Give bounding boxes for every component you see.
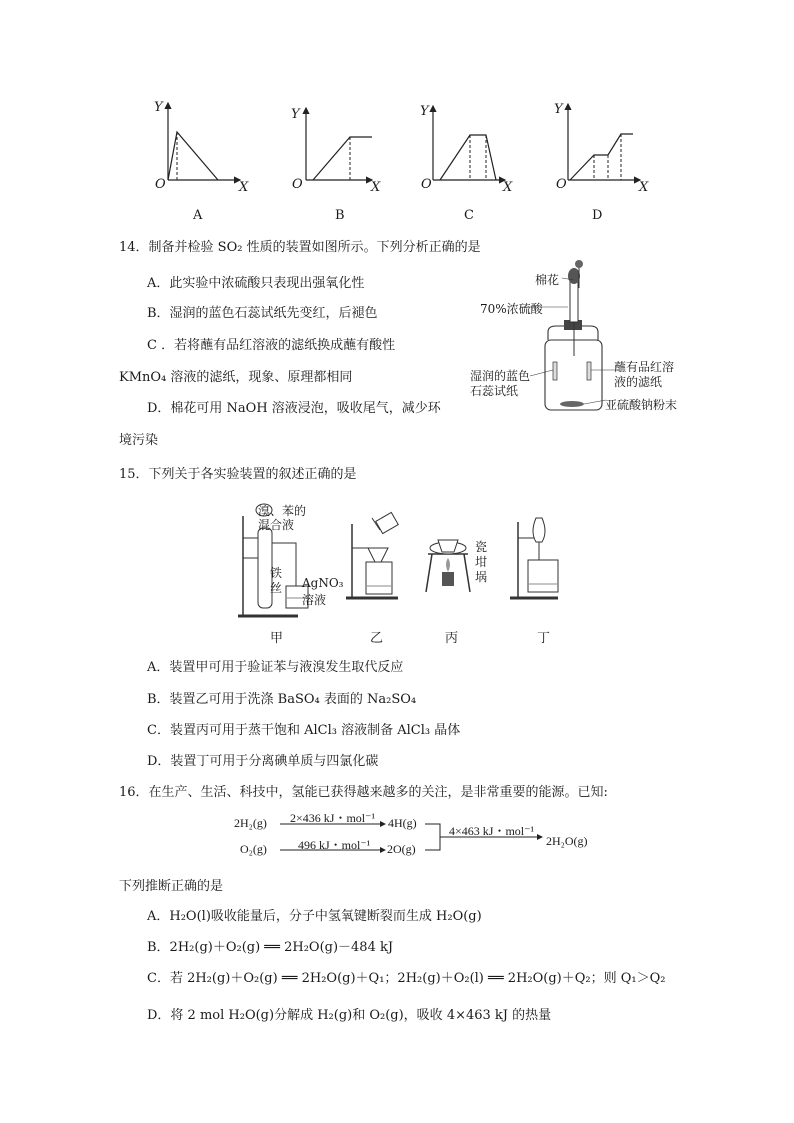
q15-option-c[interactable]: C．装置丙可用于蒸干饱和 AlCl₃ 溶液制备 AlCl₃ 晶体: [147, 723, 461, 738]
q14-label-powder: 亚硫酸钠粉末: [605, 398, 678, 412]
graph-b-caption: B: [335, 208, 345, 223]
graph-a-x-label: X: [239, 180, 249, 195]
graph-a-y-label: Y: [154, 100, 163, 115]
q16-reactant-h2: 2H₂(g): [234, 816, 267, 830]
q14-label-litmus-1: 湿润的蓝色: [470, 369, 531, 383]
graph-d-x-label: X: [639, 180, 649, 195]
q16-reactant-o2: O₂(g): [240, 842, 267, 856]
graphs-row: [0, 0, 794, 230]
q14-option-a[interactable]: A．此实验中浓硫酸只表现出强氧化性: [147, 276, 365, 291]
q14-label-filter-1: 蘸有品红溶: [614, 360, 675, 374]
q14-option-c-line2[interactable]: KMnO₄ 溶液的滤纸，现象、原理都相同: [119, 370, 353, 385]
q15-caption-ding: 丁: [537, 631, 551, 646]
q15-caption-jia: 甲: [270, 631, 284, 646]
graph-c-x-label: X: [503, 180, 513, 195]
q15-option-a[interactable]: A．装置甲可用于验证苯与液溴发生取代反应: [147, 660, 404, 675]
graph-c: [433, 106, 505, 180]
graph-a-caption: A: [193, 208, 203, 223]
q16-option-c[interactable]: C．若 2H₂(g)＋O₂(g) ══ 2H₂O(g)＋Q₁；2H₂(g)＋O₂(l) ══ 2H₂O(g)＋Q₂；则 Q₁＞Q₂: [147, 971, 666, 986]
graph-d: [568, 104, 640, 180]
q15-label-agno3: AgNO₃: [302, 576, 344, 590]
q15-stem: 15．下列关于各实验装置的叙述正确的是: [119, 467, 357, 482]
graph-a: [168, 103, 240, 180]
graph-d-origin: O: [556, 177, 567, 192]
q16-option-d[interactable]: D．将 2 mol H₂O(g)分解成 H₂(g)和 O₂(g)，吸收 4×463 kJ 的热量: [147, 1008, 552, 1023]
graph-b-y-label: Y: [291, 107, 300, 122]
q14-label-litmus-2: 石蕊试纸: [470, 384, 519, 398]
q15-option-b[interactable]: B．装置乙可用于洗涤 BaSO₄ 表面的 Na₂SO₄: [147, 692, 417, 707]
q15-label-solution: 溶液: [302, 593, 327, 607]
q14-option-c-line1[interactable]: C ．若将蘸有品红溶液的滤纸换成蘸有酸性: [147, 338, 396, 353]
q15-label-crucible-3: 埚: [475, 570, 488, 584]
q15-label-mix-1: 溴、苯的: [258, 504, 307, 518]
graph-d-caption: D: [592, 208, 603, 223]
q15-caption-bing: 丙: [445, 631, 459, 646]
graph-b-origin: O: [292, 177, 303, 192]
q15-label-crucible-1: 瓷: [475, 540, 488, 554]
q16-stem: 16．在生产、生活、科技中，氢能已获得越来越多的关注，是非常重要的能源。已知:: [119, 785, 608, 800]
q14-label-cotton: 棉花: [535, 273, 560, 287]
q15-label-iron-2: 丝: [270, 581, 283, 595]
q16-arrow2-label: 496 kJ・mol⁻¹: [298, 838, 371, 852]
q14-option-d-line2[interactable]: 境污染: [119, 433, 159, 448]
graph-c-caption: C: [464, 208, 474, 223]
q14-option-b[interactable]: B．湿润的蓝色石蕊试纸先变红，后褪色: [147, 306, 378, 321]
q15-label-mix-2: 混合液: [258, 518, 295, 532]
q16-arrow3-label: 4×463 kJ・mol⁻¹: [449, 824, 535, 838]
q16-option-b[interactable]: B．2H₂(g)＋O₂(g) ══ 2H₂O(g)－484 kJ: [147, 940, 394, 955]
q14-stem: 14．制备并检验 SO₂ 性质的装置如图所示。下列分析正确的是: [119, 240, 481, 255]
q16-product: 2H₂O(g): [546, 834, 588, 848]
graph-a-origin: O: [155, 177, 166, 192]
q16-arrow1-label: 2×436 kJ・mol⁻¹: [290, 811, 376, 825]
graph-b: [306, 108, 372, 180]
q14-label-acid: 70%浓硫酸: [480, 302, 543, 316]
q15-option-d[interactable]: D．装置丁可用于分离碘单质与四氯化碳: [147, 754, 379, 769]
graph-d-y-label: Y: [554, 102, 563, 117]
q16-intermediate-o: 2O(g): [387, 842, 416, 856]
q14-option-d-line1[interactable]: D．棉花可用 NaOH 溶液浸泡，吸收尾气，减少环: [147, 401, 441, 416]
graph-c-y-label: Y: [420, 104, 429, 119]
q14-label-filter-2: 液的滤纸: [614, 375, 663, 389]
q16-intermediate-h: 4H(g): [388, 816, 417, 830]
q15-label-crucible-2: 坩: [475, 555, 488, 569]
q15-label-iron-1: 铁: [270, 566, 283, 580]
q16-lead: 下列推断正确的是: [119, 879, 224, 894]
graph-b-x-label: X: [371, 180, 381, 195]
q16-option-a[interactable]: A．H₂O(l)吸收能量后，分子中氢氧键断裂而生成 H₂O(g): [147, 909, 482, 924]
graph-c-origin: O: [421, 177, 432, 192]
q15-caption-yi: 乙: [370, 631, 384, 646]
